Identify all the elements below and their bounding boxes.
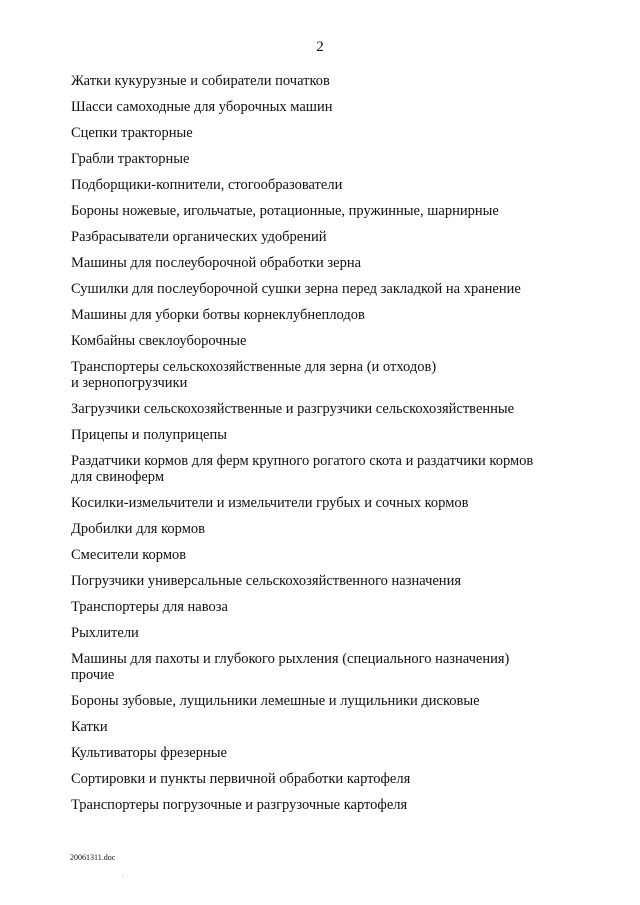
list-item	[71, 73, 601, 89]
list-item-line: прочие	[71, 667, 115, 683]
list-item	[71, 359, 601, 391]
list-item-line: Жатки кукурузные и собиратели початков	[71, 73, 330, 89]
list-item	[71, 651, 601, 683]
list-item	[71, 625, 601, 641]
list-item	[71, 771, 601, 787]
list-item	[71, 453, 601, 485]
list-item-line: Грабли тракторные	[71, 151, 190, 167]
list-item	[71, 547, 601, 563]
list-item	[71, 229, 601, 245]
list-item-line: Сортировки и пункты первичной обработки картофеля	[71, 771, 411, 787]
list-item-line: для свиноферм	[71, 469, 164, 485]
list-item	[71, 521, 601, 537]
footer-filename: 20061311.doc	[70, 853, 116, 862]
list-item-line: Машины для уборки ботвы корнеклубнеплодов	[71, 307, 365, 323]
list-item	[71, 333, 601, 349]
list-item-line: Культиваторы фрезерные	[71, 745, 227, 761]
list-item-line: Машины для пахоты и глубокого рыхления (специального назначения)	[71, 651, 510, 667]
list-item-line: Косилки-измельчители и измельчители грубых и сочных кормов	[71, 495, 469, 511]
list-item	[71, 719, 601, 735]
list-item	[71, 401, 601, 417]
list-item-line: Сцепки тракторные	[71, 125, 193, 141]
list-item-line: Рыхлители	[71, 625, 139, 641]
list-item-line: и зернопогрузчики	[71, 375, 188, 391]
list-item-line: Машины для послеуборочной обработки зерна	[71, 255, 362, 271]
list-item	[71, 125, 601, 141]
list-item-line: Подборщики-копнители, стогообразователи	[71, 177, 343, 193]
list-item-line: Шасси самоходные для уборочных машин	[71, 99, 333, 115]
list-item-line: Комбайны свеклоуборочные	[71, 333, 247, 349]
footer-mark	[122, 875, 123, 876]
list-item	[71, 281, 601, 297]
list-item-line: Прицепы и полуприцепы	[71, 427, 227, 443]
list-item-line: Дробилки для кормов	[71, 521, 205, 537]
list-item	[71, 427, 601, 443]
list-item	[71, 693, 601, 709]
list-item-line: Погрузчики универсальные сельскохозяйственного назначения	[71, 573, 461, 589]
list-item	[71, 177, 601, 193]
list-item	[71, 573, 601, 589]
list-item-line: Разбрасыватели органических удобрений	[71, 229, 327, 245]
list-item	[71, 151, 601, 167]
list-item	[71, 745, 601, 761]
list-item-line: Смесители кормов	[71, 547, 187, 563]
list-item	[71, 797, 601, 813]
list-item-line: Катки	[71, 719, 108, 735]
list-item	[71, 255, 601, 271]
list-item-line: Транспортеры сельскохозяйственные для зерна (и отходов)	[71, 359, 437, 375]
list-item-line: Бороны ножевые, игольчатые, ротационные, пружинные, шарнирные	[71, 203, 499, 219]
machinery-list	[71, 73, 601, 823]
list-item-line: Сушилки для послеуборочной сушки зерна перед закладкой на хранение	[71, 281, 521, 297]
page-number: 2	[316, 39, 324, 55]
list-item-line: Транспортеры для навоза	[71, 599, 228, 615]
list-item	[71, 495, 601, 511]
list-item-line: Транспортеры погрузочные и разгрузочные картофеля	[71, 797, 408, 813]
list-item-line: Раздатчики кормов для ферм крупного рогатого скота и раздатчики кормов	[71, 453, 534, 469]
list-item-line: Загрузчики сельскохозяйственные и разгрузчики сельскохозяйственные	[71, 401, 515, 417]
list-item	[71, 99, 601, 115]
list-item-line: Бороны зубовые, лущильники лемешные и лущильники дисковые	[71, 693, 480, 709]
list-item	[71, 203, 601, 219]
list-item	[71, 307, 601, 323]
list-item	[71, 599, 601, 615]
